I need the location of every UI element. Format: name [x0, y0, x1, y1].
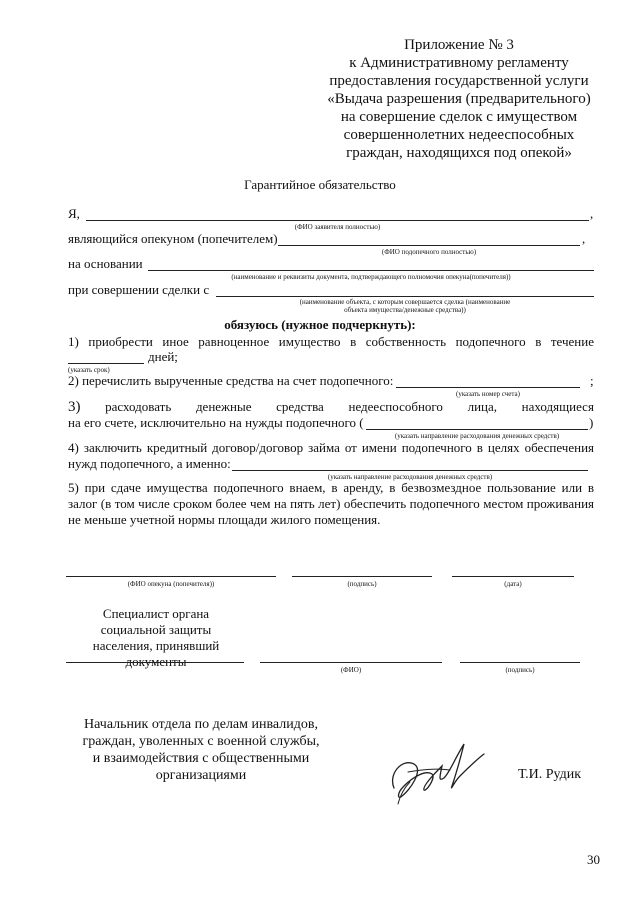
- chief-name: Т.И. Рудик: [518, 767, 582, 782]
- basis-hint: (наименование и реквизиты документа, подтверждающего полномочия опекуна(попечителя)): [231, 273, 511, 281]
- guardian-signature-field[interactable]: [292, 576, 432, 577]
- item-4-hint: (указать направление расходования денежных средств): [327, 473, 493, 481]
- comma: ,: [590, 206, 594, 221]
- item-1-days: дней;: [148, 349, 178, 364]
- appendix-line: «Выдача разрешения (предварительного): [327, 91, 591, 107]
- specialist-line: Специалист органа: [102, 606, 210, 621]
- item-3-word: недееспособного: [348, 399, 443, 414]
- item-4-line-1: 4) заключить кредитный договор/договор займа от имени подопечного в целях обеспечения: [68, 440, 594, 455]
- item-1-term-field[interactable]: [68, 363, 144, 364]
- chief-title-line: граждан, уволенных с военной службы,: [82, 734, 320, 749]
- chief-title: [60, 716, 342, 784]
- loan-purpose-field[interactable]: [232, 470, 588, 471]
- item-5-text: 5) при сдаче имущества подопечного внаем, в аренду, в безвозмездное пользование или в залог (в том числе сроком более чем на пять лет) обеспечить подопечного местом проживания не меньше учетной нормы площади жилого помещения.: [68, 480, 594, 527]
- item-3-word: средства: [276, 399, 324, 414]
- semicolon: ;: [590, 373, 594, 388]
- pledge-heading: обязуюсь (нужное подчеркнуть):: [224, 317, 416, 332]
- item-2-text: 2) перечислить вырученные средства на счет подопечного:: [68, 373, 394, 388]
- specialist-line: социальной защиты: [100, 622, 212, 637]
- close-paren: ): [589, 415, 594, 430]
- deal-object-field[interactable]: [216, 296, 594, 297]
- item-1-text: 1) приобрести иное равноценное имущество в собственность подопечного в течение: [68, 334, 594, 349]
- appendix-header: [308, 36, 610, 162]
- applicant-label: Я,: [68, 206, 80, 221]
- signature-hint: (подпись): [347, 580, 377, 588]
- item-3-word: находящиеся: [521, 399, 594, 414]
- page-number: 30: [587, 852, 600, 867]
- item-3-line-2: на его счете, исключительно на нужды подопечного (: [68, 415, 364, 430]
- appendix-line: предоставления государственной услуги: [329, 73, 589, 89]
- document-title: Гарантийное обязательство: [244, 177, 396, 192]
- specialist-line: документы: [125, 654, 187, 669]
- chief-title-line: и взаимодействия с общественными: [92, 751, 310, 766]
- appendix-line: на совершение сделок с имуществом: [340, 109, 578, 125]
- deal-hint-1: (наименование объекта, с которым совершается сделка (наименование: [299, 298, 511, 306]
- date-field[interactable]: [452, 576, 574, 577]
- item-3-word: лица,: [467, 399, 497, 414]
- item-4-line-2: нужд подопечного, а именно:: [68, 456, 231, 471]
- specialist-fio-field[interactable]: [260, 662, 442, 663]
- specialist-label: [68, 606, 244, 670]
- date-hint: (дата): [504, 580, 522, 588]
- chief-title-line: организациями: [155, 768, 247, 783]
- appendix-number: Приложение № 3: [404, 37, 514, 53]
- fio-hint: (ФИО): [340, 666, 362, 674]
- item-3-word: расходовать: [105, 399, 172, 414]
- item-1-hint: (указать срок): [68, 366, 110, 374]
- item-3-word: денежные: [195, 399, 252, 414]
- ward-hint: (ФИО подопечного полностью): [381, 248, 477, 256]
- appendix-line: совершеннолетних недееспособных: [343, 127, 575, 143]
- deal-hint-2: объекта имущества/денежные средства)): [344, 306, 466, 314]
- item-3-hint: (указать направление расходования денежных средств): [394, 432, 560, 440]
- specialist-signature-field[interactable]: [460, 662, 580, 663]
- basis-label: на основании: [68, 256, 143, 271]
- ward-name-field[interactable]: [278, 245, 580, 246]
- basis-field[interactable]: [148, 270, 594, 271]
- item-2-hint: (указать номер счета): [455, 390, 520, 398]
- guardian-fio-hint: (ФИО опекуна (попечителя)): [127, 580, 215, 588]
- guardian-label: являющийся опекуном (попечителем): [68, 231, 278, 246]
- account-number-field[interactable]: [396, 387, 580, 388]
- specialist-line: населения, принявший: [92, 638, 220, 653]
- item-3-line-1: [68, 399, 594, 415]
- applicant-hint: (ФИО заявителя полностью): [294, 223, 381, 231]
- deal-label: при совершении сделки с: [68, 282, 210, 297]
- appendix-line: к Административному регламенту: [349, 55, 569, 71]
- expense-direction-field[interactable]: [366, 429, 588, 430]
- guardian-fio-field[interactable]: [66, 576, 276, 577]
- handwritten-signature: [380, 730, 500, 810]
- chief-title-line: Начальник отдела по делам инвалидов,: [84, 717, 318, 732]
- signature2-hint: (подпись): [505, 666, 535, 674]
- specialist-underline: [66, 662, 244, 663]
- appendix-line: граждан, находящихся под опекой»: [346, 145, 572, 161]
- comma: ,: [582, 231, 586, 246]
- applicant-name-field[interactable]: [86, 220, 589, 221]
- item-3-number: 3): [68, 399, 81, 415]
